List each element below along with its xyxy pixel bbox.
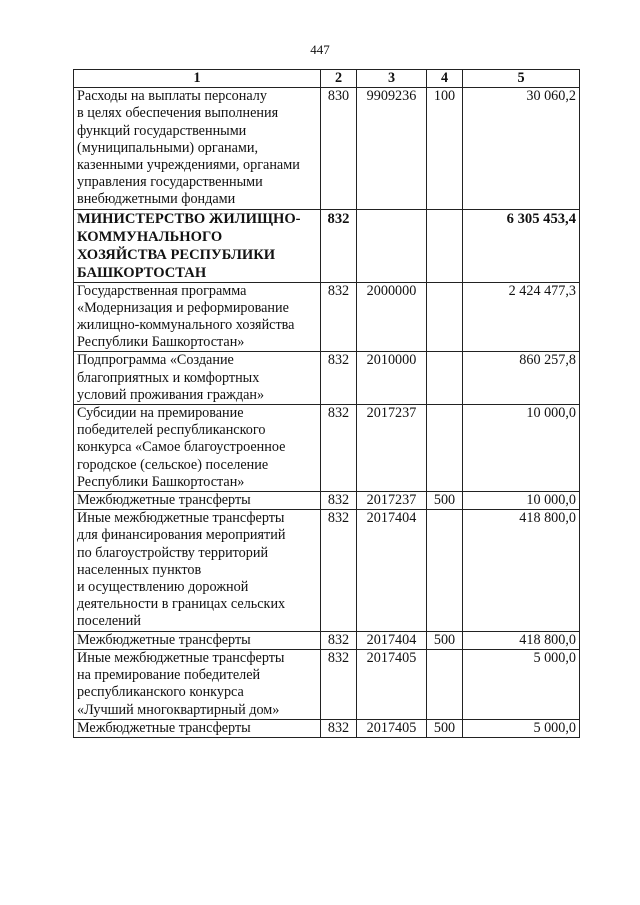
row-expense-type (427, 352, 463, 405)
row-admin-code: 832 (321, 405, 357, 492)
row-admin-code: 832 (321, 209, 357, 282)
row-description: Субсидии на премирование победителей республиканского конкурса «Самое благоустроенное городское (сельское) поселение Республики Башкортостан» (74, 405, 321, 492)
row-expense-type (427, 649, 463, 719)
row-target-code: 2017237 (357, 492, 427, 510)
row-amount: 418 800,0 (463, 510, 580, 631)
row-target-code: 2000000 (357, 282, 427, 352)
column-header-1: 1 (74, 70, 321, 88)
row-target-code: 2017404 (357, 510, 427, 631)
row-amount: 418 800,0 (463, 631, 580, 649)
row-expense-type (427, 510, 463, 631)
row-admin-code: 832 (321, 649, 357, 719)
row-amount: 5 000,0 (463, 649, 580, 719)
row-description: Государственная программа «Модернизация и реформирование жилищно-коммунального хозяйства Республики Башкортостан» (74, 282, 321, 352)
row-target-code: 2017237 (357, 405, 427, 492)
table-row (74, 719, 580, 737)
row-expense-type (427, 209, 463, 282)
column-header-4: 4 (427, 70, 463, 88)
table-row (74, 209, 580, 282)
row-admin-code: 832 (321, 719, 357, 737)
column-header-2: 2 (321, 70, 357, 88)
row-admin-code: 832 (321, 631, 357, 649)
table-row (74, 631, 580, 649)
table-row (74, 510, 580, 631)
row-target-code: 2017404 (357, 631, 427, 649)
row-description: Иные межбюджетные трансферты для финансирования мероприятий по благоустройству территорий населенных пунктов и осуществлению дорожной деятельности в границах сельских поселений (74, 510, 321, 631)
row-amount: 30 060,2 (463, 88, 580, 209)
table-row (74, 405, 580, 492)
table-row (74, 649, 580, 719)
column-header-5: 5 (463, 70, 580, 88)
row-admin-code: 832 (321, 352, 357, 405)
row-target-code (357, 209, 427, 282)
row-description: Межбюджетные трансферты (74, 492, 321, 510)
budget-table (73, 69, 580, 738)
row-amount: 5 000,0 (463, 719, 580, 737)
column-header-3: 3 (357, 70, 427, 88)
row-target-code: 2010000 (357, 352, 427, 405)
row-expense-type: 500 (427, 631, 463, 649)
table-row (74, 282, 580, 352)
row-description: Подпрограмма «Создание благоприятных и комфортных условий проживания граждан» (74, 352, 321, 405)
row-admin-code: 830 (321, 88, 357, 209)
row-expense-type: 500 (427, 719, 463, 737)
row-expense-type (427, 405, 463, 492)
row-description: Иные межбюджетные трансферты на премирование победителей республиканского конкурса «Лучший многоквартирный дом» (74, 649, 321, 719)
row-target-code: 2017405 (357, 719, 427, 737)
table-header-row (74, 70, 580, 88)
row-admin-code: 832 (321, 492, 357, 510)
table-row (74, 88, 580, 209)
page-number: 447 (310, 42, 330, 57)
row-amount: 10 000,0 (463, 492, 580, 510)
row-target-code: 9909236 (357, 88, 427, 209)
row-expense-type: 500 (427, 492, 463, 510)
row-amount: 2 424 477,3 (463, 282, 580, 352)
row-expense-type: 100 (427, 88, 463, 209)
row-description: Межбюджетные трансферты (74, 719, 321, 737)
table-row (74, 492, 580, 510)
row-expense-type (427, 282, 463, 352)
row-amount: 860 257,8 (463, 352, 580, 405)
row-amount: 10 000,0 (463, 405, 580, 492)
row-amount: 6 305 453,4 (463, 209, 580, 282)
row-admin-code: 832 (321, 282, 357, 352)
row-description: Расходы на выплаты персоналу в целях обеспечения выполнения функций государственными (муниципальными) органами, казенными учреждениями, органами управления государственными внебюджетными фондами (74, 88, 321, 209)
row-description: МИНИСТЕРСТВО ЖИЛИЩНО- КОММУНАЛЬНОГО ХОЗЯЙСТВА РЕСПУБЛИКИ БАШКОРТОСТАН (74, 209, 321, 282)
row-target-code: 2017405 (357, 649, 427, 719)
row-admin-code: 832 (321, 510, 357, 631)
row-description: Межбюджетные трансферты (74, 631, 321, 649)
table-row (74, 352, 580, 405)
